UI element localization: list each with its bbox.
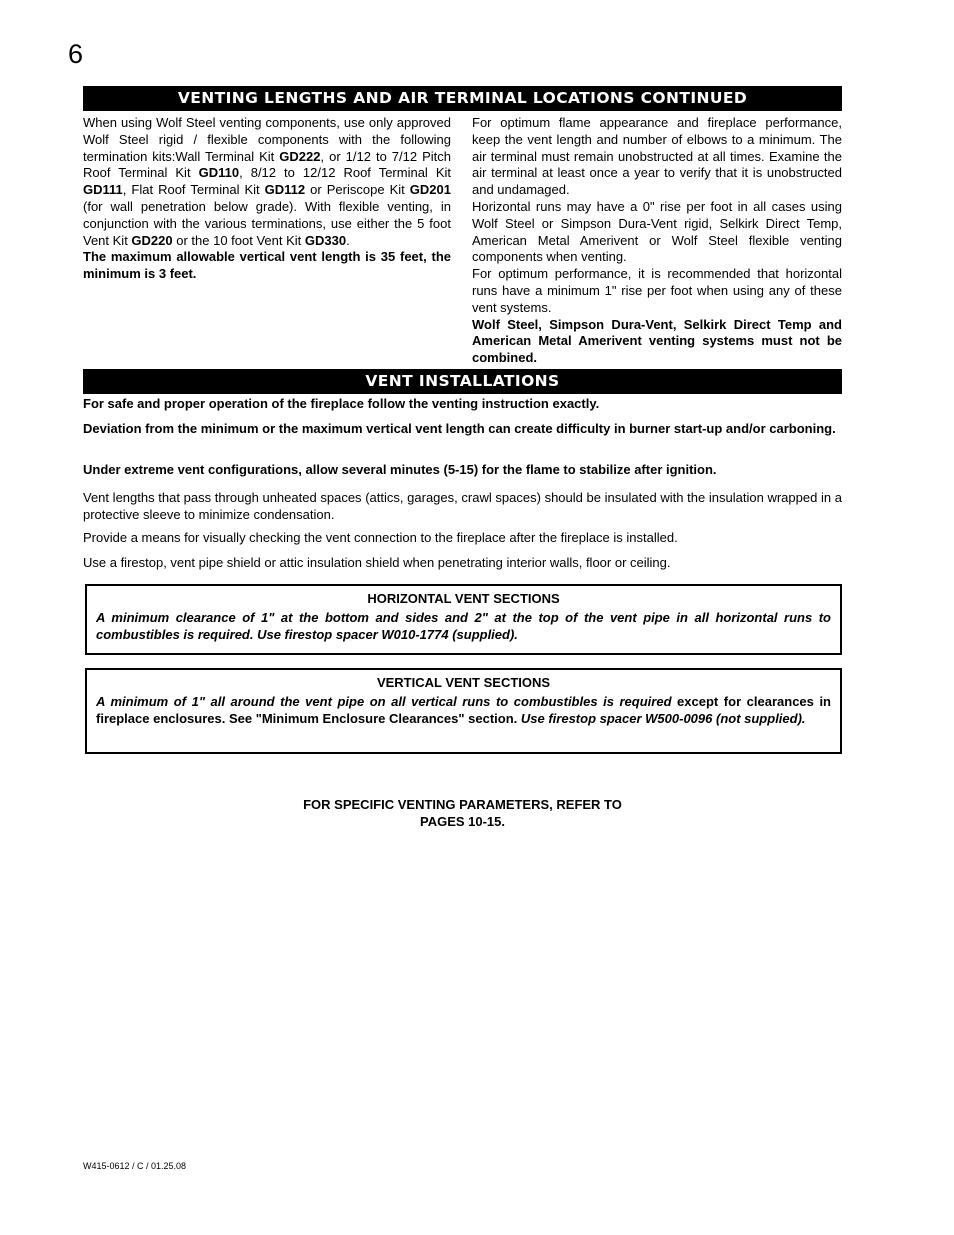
insulation-paragraph: Vent lengths that pass through unheated spaces (attics, garages, crawl spaces) should be insulated with the insulation wrapped in a protective sleeve to minimize condensation. [83,490,842,522]
kit-code: GD201 [409,182,451,198]
deviation-warning: Deviation from the minimum or the maximum vertical vent length can create difficulty in burner start-up and/or carboning. [83,421,836,436]
safe-operation-note: For safe and proper operation of the fireplace follow the venting instruction exactly. [83,396,600,411]
kit-code: GD220 [131,232,173,248]
kit-code: GD111 [83,182,123,198]
kit-code: GD330 [304,232,347,248]
horizontal-clearance-text: A minimum clearance of 1" at the bottom and sides and 2" at the top of the vent pipe in all horizontal runs to combustibles is required. Use firestop spacer W010-1774 (supplied). [96,610,831,642]
vent-length-limit-note: The maximum allowable vertical vent length is 35 feet, the minimum is 3 feet. [83,249,451,282]
horizontal-runs-paragraph: Horizontal runs may have a 0" rise per foot in all cases using Wolf Steel or Simpson Dura-Vent rigid, Selkirk Direct Temp, American Metal Amerivent or Wolf Steel flexible venting components when venting. [472,198,842,265]
systems-not-combined-warning: Wolf Steel, Simpson Dura-Vent, Selkirk Direct Temp and American Metal Amerivent venting systems must not be combined. [472,316,842,366]
vertical-clearance-text: A minimum of 1" all around the vent pipe on all vertical runs to combustibles is required except for clearances in fireplace enclosures. See "Minimum Enclosure Clearances" section. Use firestop spacer W500-0096 (not supplied). [96,694,831,726]
document-code-footer: W415-0612 / C / 01.25.08 [83,1161,187,1171]
optimum-performance-paragraph: For optimum performance, it is recommended that horizontal runs have a minimum 1" rise per foot when using any of these vent systems. [472,266,842,315]
flame-stabilize-note: Under extreme vent configurations, allow several minutes (5-15) for the flame to stabilize after ignition. [83,462,717,477]
horizontal-vent-sections-box [85,584,842,655]
termination-kits-paragraph: When using Wolf Steel venting components, use only approved Wolf Steel rigid / flexible components with the following termination kits:Wall Terminal Kit GD222, or 1/12 to 7/12 Pitch Roof Terminal Kit GD110, 8/12 to 12/12 Roof Terminal Kit GD111, Flat Roof Terminal Kit GD112 or Periscope Kit GD201 (for wall penetration below grade). With flexible venting, in conjunction with the various terminations, use either the 5 foot Vent Kit GD220 or the 10 foot Vent Kit GD330. [83,115,452,248]
left-column [83,115,451,283]
kit-code: GD110 [198,165,240,181]
visual-check-paragraph: Provide a means for visually checking the vent connection to the fireplace after the fireplace is installed. [83,530,678,545]
venting-parameters-reference: FOR SPECIFIC VENTING PARAMETERS, REFER TO PAGES 10-15. [303,797,622,829]
section-header-venting-lengths: VENTING LENGTHS AND AIR TERMINAL LOCATIONS CONTINUED [83,86,842,111]
horizontal-vent-sections-title: HORIZONTAL VENT SECTIONS [367,591,560,606]
section-header-vent-installations: VENT INSTALLATIONS [83,369,842,394]
flame-appearance-paragraph: For optimum flame appearance and fireplace performance, keep the vent length and number of elbows to a minimum. The air terminal must remain unobstructed at all times. Examine the air terminal at least once a year to verify that it is unobstructed and undamaged. [472,115,842,198]
kit-code: GD222 [279,148,321,164]
firestop-paragraph: Use a firestop, vent pipe shield or attic insulation shield when penetrating interior walls, floor or ceiling. [83,555,671,570]
kit-code: GD112 [264,182,306,198]
vertical-vent-sections-title: VERTICAL VENT SECTIONS [376,675,551,690]
vertical-vent-sections-box [85,668,842,754]
page-number: 6 [68,39,84,69]
right-column [472,115,842,367]
